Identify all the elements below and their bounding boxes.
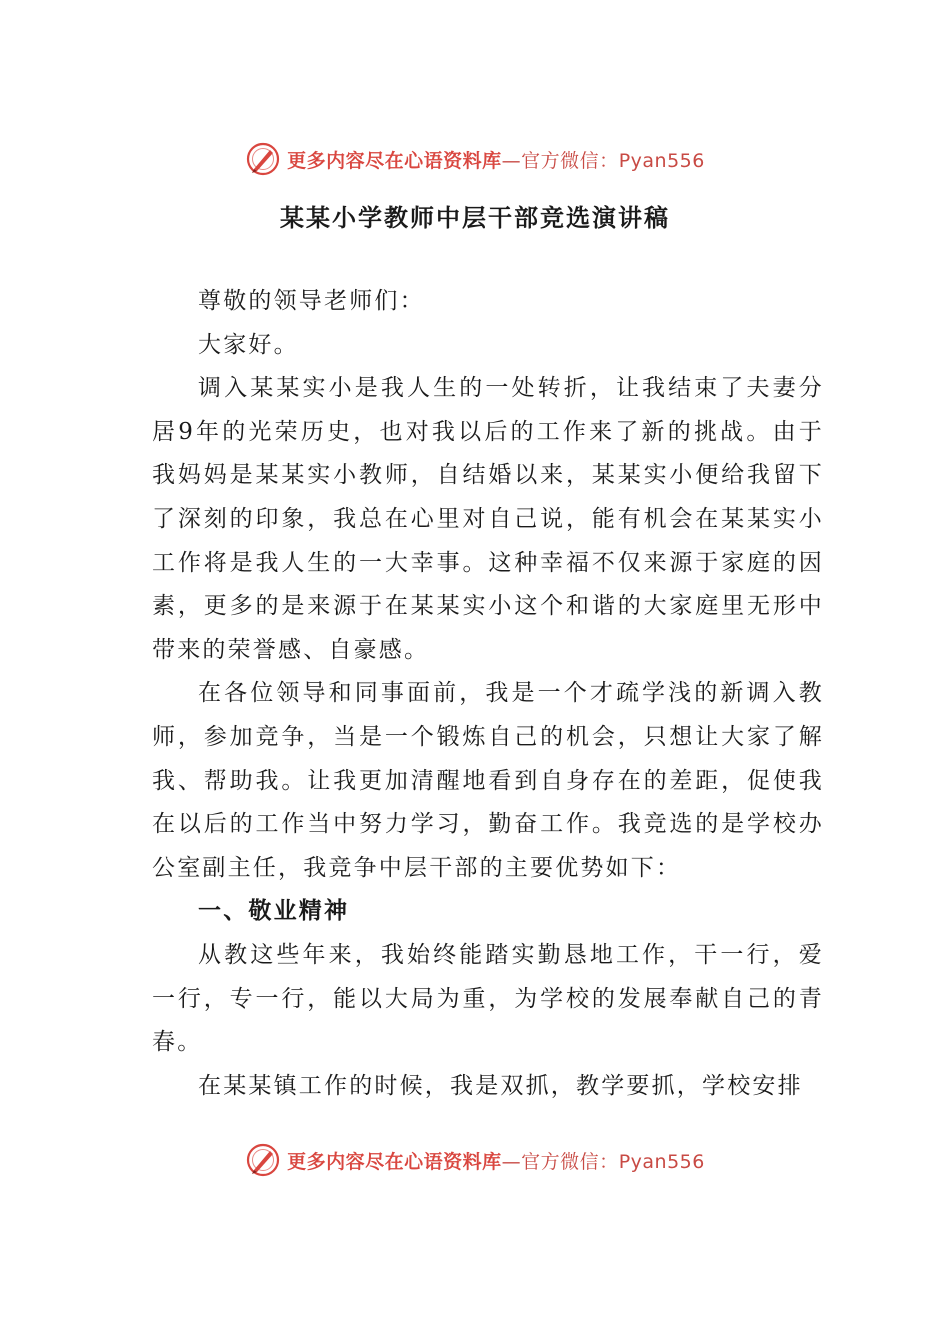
body-paragraph: 在某某镇工作的时候，我是双抓，教学要抓，学校安排 [198,1072,803,1099]
document-title: 某某小学教师中层干部竞选演讲稿 [280,204,670,232]
banner-wechat-label: 官方微信： [521,149,619,172]
footer-banner [0,1138,950,1182]
body-paragraph: 在各位领导和同事面前，我是一个才疏学浅的新调入教师，参加竞争，当是一个锻炼自己的机会，只想让大家了解我、帮助我。让我更加清醒地看到自身存在的差距，促使我在以后的工作当中努力学习，勤奋工作。我竞选的是学校办公室副主任，我竞争中层干部的主要优势如下： [152,680,824,881]
body-paragraph: 调入某某实小是我人生的一处转折，让我结束了夫妻分居9年的光荣历史，也对我以后的工作来了新的挑战。由于我妈妈是某某实小教师，自结婚以来，某某实小便给我留下了深刻的印象，我总在心里对自己说，能有机会在某某实小工作将是我人生的一大幸事。这种幸福不仅来源于家庭的因素，更多的是来源于在某某实小这个和谐的大家庭里无形中带来的荣誉感、自豪感。 [152,375,824,663]
banner-separator: — [501,1150,522,1173]
banner-main: 更多内容尽在心语资料库 [287,149,502,172]
header-banner [0,137,950,181]
banner-separator: — [501,149,522,172]
body-paragraph: 从教这些年来，我始终能踏实勤恳地工作，干一行，爱一行，专一行，能以大局为重，为学校的发展奉献自己的青春。 [152,941,824,1056]
section-heading: 一、敬业精神 [198,898,350,925]
salutation: 尊敬的领导老师们： [198,288,425,314]
banner-main: 更多内容尽在心语资料库 [287,1150,502,1173]
banner-wechat-id: Pyan556 [618,1150,705,1173]
banner-wechat-label: 官方微信： [521,1150,619,1173]
banner-wechat-id: Pyan556 [618,149,705,172]
document-body [152,280,824,1108]
banner-text [287,1147,705,1174]
pen-circle-logo-icon [245,141,281,177]
banner-text [287,146,705,173]
pen-circle-logo-icon [245,1142,281,1178]
greeting: 大家好。 [198,331,299,358]
